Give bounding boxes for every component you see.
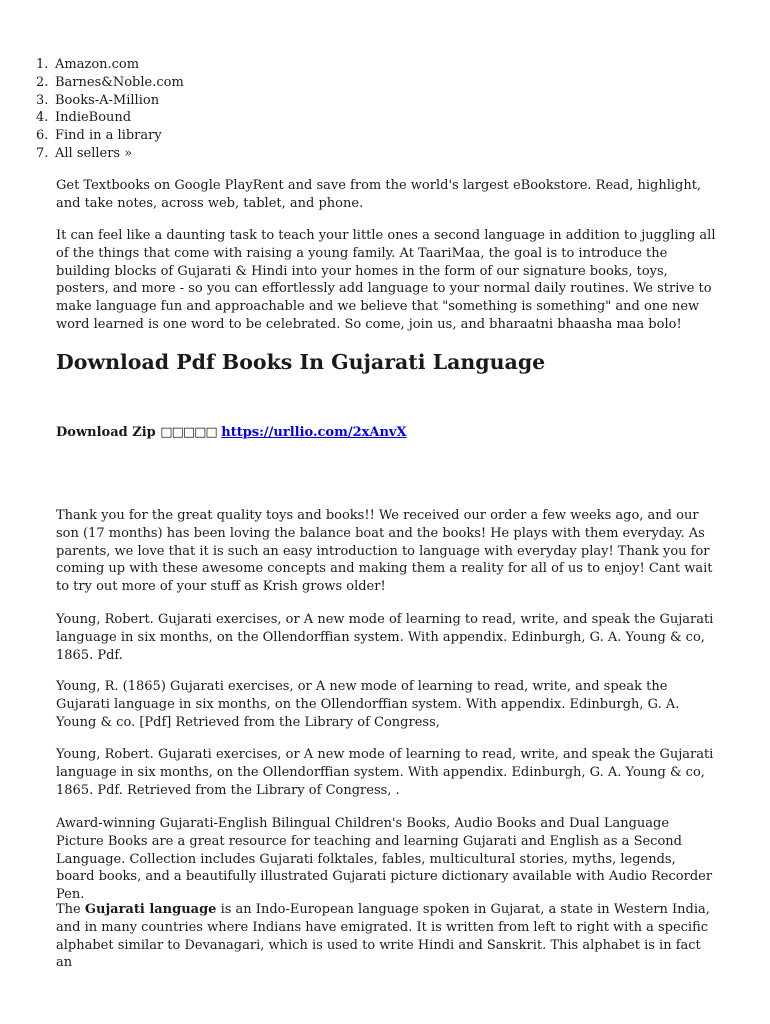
- paragraph-text: is an Indo-European language spoken in Gujarat, a state in Western India, and in many countries where Indians have emigrated. It is written from left to right with a specific alphabet similar to Devanagari, which is used to write Hindi and Sanskrit. This alphabet is in fact an: [56, 902, 710, 971]
- seller-item: [36, 127, 184, 145]
- list-number: 6.: [36, 128, 49, 144]
- seller-link-barnes-noble[interactable]: Barnes&Noble.com: [55, 74, 184, 90]
- seller-link-find-in-library[interactable]: Find in a library: [55, 128, 162, 144]
- taarimaa-paragraph: It can feel like a daunting task to teach your little ones a second language in addition to juggling all of the things that come with raising a young family. At TaariMaa, the goal is to introduce the building blocks of Gujarati & Hindi into your homes in the form of our signature books, toys, posters, and more - so you can effortlessly add language to your normal daily routines. We strive to make language fun and approachable and we believe that "something is something" and one new word learned is one word to be celebrated. So come, join us, and bharaatni bhaasha maa bolo!: [56, 228, 716, 332]
- seller-item: [36, 74, 184, 92]
- award-paragraph: Award-winning Gujarati-English Bilingual Children's Books, Audio Books and Dual Language Picture Books are a great resource for teaching and learning Gujarati and English as a Second Language. Collection includes Gujarati folktales, fables, multicultural stories, myths, legends, board books, and a beautifully illustrated Gujarati picture dictionary available with Audio Recorder Pen.: [56, 816, 713, 903]
- testimonial-paragraph: Thank you for the great quality toys and books!! We received our order a few weeks ago, and our son (17 months) has been loving the balance boat and the books! He plays with them everyday. As parents, we love that it is such an easy introduction to language with everyday play! Thank you for coming up with these awesome concepts and making them a reality for all of us to enjoy! Cant wait to try out more of your stuff as Krish grows older!: [56, 508, 713, 595]
- seller-link-all-sellers[interactable]: All sellers »: [55, 145, 133, 161]
- seller-link-amazon[interactable]: Amazon.com: [55, 57, 140, 72]
- list-number: 7.: [36, 145, 49, 161]
- paragraph-prefix: The: [56, 902, 81, 917]
- list-number: 3.: [36, 92, 49, 108]
- citation-paragraph: Young, Robert. Gujarati exercises, or A new mode of learning to read, write, and speak the Gujarati language in six months, on the Ollendorffian system. With appendix. Edinburgh, G. A. Young & co, 1865. Pdf.: [56, 612, 714, 663]
- citation-paragraph: Young, R. (1865) Gujarati exercises, or A new mode of learning to read, write, and speak the Gujarati language in six months, on the Ollendorffian system. With appendix. Edinburgh, G. A. Young & co. [Pdf] Retrieved from the Library of Congress,: [56, 679, 680, 730]
- bold-term: Gujarati language: [84, 902, 217, 917]
- seller-list: [36, 56, 184, 163]
- citation-paragraph: Young, Robert. Gujarati exercises, or A new mode of learning to read, write, and speak the Gujarati language in six months, on the Ollendorffian system. With appendix. Edinburgh, G. A. Young & co, 1865. Pdf. Retrieved from the Library of Congress, .: [56, 747, 714, 798]
- seller-item: [36, 56, 184, 74]
- download-label: Download Zip: [56, 425, 156, 440]
- seller-item: [36, 92, 184, 110]
- missing-glyphs: □□□□□: [160, 425, 217, 440]
- list-number: 4.: [36, 110, 49, 126]
- seller-item: [36, 145, 184, 163]
- download-link[interactable]: https://urllio.com/2xAnvX: [221, 425, 407, 440]
- list-number: 1.: [36, 57, 49, 72]
- page-title: Download Pdf Books In Gujarati Language: [56, 350, 546, 374]
- seller-item: [36, 109, 184, 127]
- seller-link-indiebound[interactable]: IndieBound: [55, 110, 132, 126]
- seller-link-books-a-million[interactable]: Books-A-Million: [55, 92, 160, 108]
- download-line: [56, 424, 718, 442]
- list-number: 2.: [36, 74, 49, 90]
- textbooks-paragraph: Get Textbooks on Google PlayRent and save from the world's largest eBookstore. Read, highlight, and take notes, across web, tablet, and phone.: [56, 178, 702, 211]
- gujarati-language-paragraph: [56, 901, 718, 972]
